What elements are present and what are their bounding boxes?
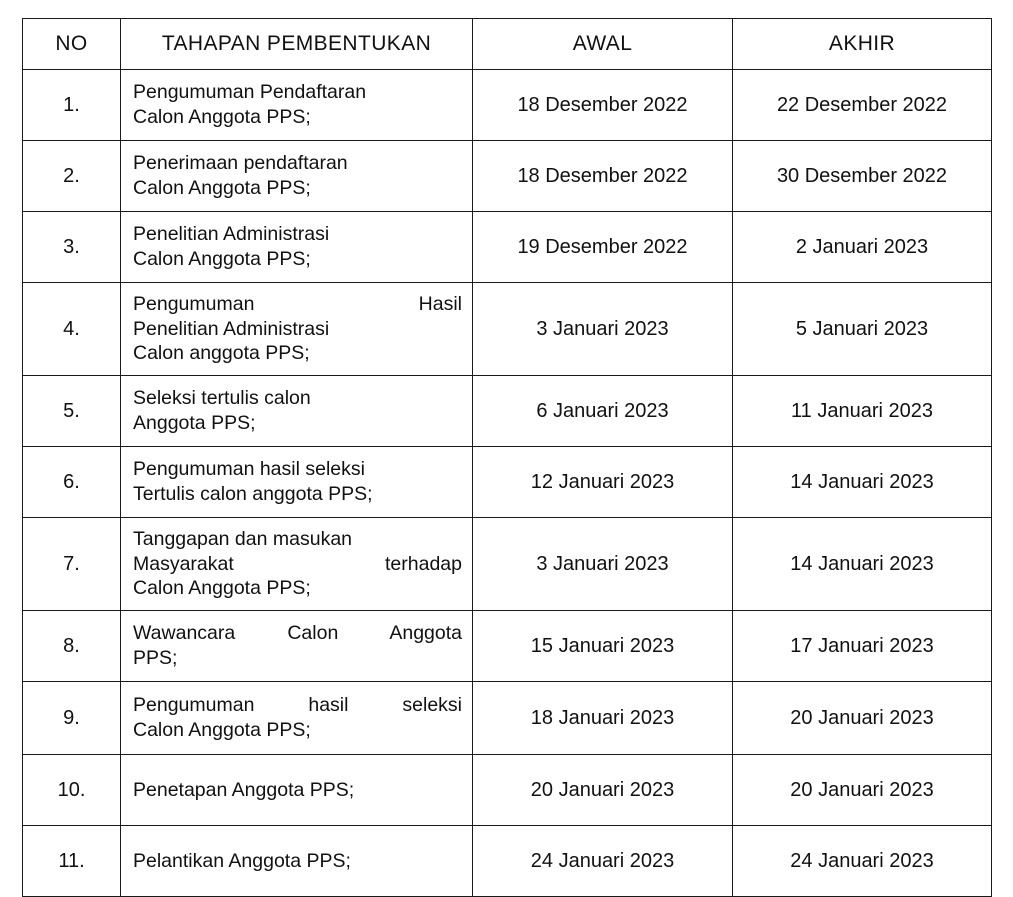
stage-line: Wawancara Calon Anggota [133,622,462,645]
table-row [23,376,992,447]
table-row [23,141,992,212]
cell-number: 4. [23,283,121,376]
cell-start-date: 6 Januari 2023 [473,376,733,447]
cell-stage [121,212,473,283]
cell-end-date: 30 Desember 2022 [733,141,992,212]
stage-line: Seleksi tertulis calon [133,387,311,410]
table-row [23,826,992,897]
cell-end-date: 5 Januari 2023 [733,283,992,376]
stage-line: Anggota PPS; [133,412,256,434]
cell-start-date: 24 Januari 2023 [473,826,733,897]
cell-number: 11. [23,826,121,897]
stage-line: Masyarakat terhadap [133,552,462,575]
stage-line: Pengumuman Hasil [133,293,462,316]
table-row [23,447,992,518]
cell-number: 6. [23,447,121,518]
cell-end-date: 14 Januari 2023 [733,447,992,518]
stage-line: Pengumuman Pendaftaran [133,81,367,104]
table-body [23,70,992,897]
cell-start-date: 3 Januari 2023 [473,283,733,376]
cell-number: 7. [23,518,121,611]
cell-end-date: 14 Januari 2023 [733,518,992,611]
table-row [23,682,992,755]
cell-end-date: 2 Januari 2023 [733,212,992,283]
table-row [23,518,992,611]
cell-start-date: 18 Januari 2023 [473,682,733,755]
cell-stage [121,447,473,518]
column-header-start: AWAL [473,19,733,70]
cell-stage [121,376,473,447]
cell-start-date: 18 Desember 2022 [473,141,733,212]
cell-number: 1. [23,70,121,141]
cell-end-date: 20 Januari 2023 [733,755,992,826]
column-header-end: AKHIR [733,19,992,70]
cell-stage [121,755,473,826]
stage-line: Pengumuman hasil seleksi [133,694,462,717]
table-row [23,70,992,141]
stage-line: Calon anggota PPS; [133,342,310,365]
stage-line: Tertulis calon anggota PPS; [133,483,373,505]
cell-stage [121,518,473,611]
table-row [23,755,992,826]
stage-line: Calon Anggota PPS; [133,177,311,199]
cell-number: 2. [23,141,121,212]
stage-line: Penetapan Anggota PPS; [133,778,355,801]
cell-number: 3. [23,212,121,283]
cell-number: 8. [23,611,121,682]
cell-end-date: 17 Januari 2023 [733,611,992,682]
stage-line: Calon Anggota PPS; [133,248,311,270]
cell-stage [121,611,473,682]
table-header [23,19,992,70]
cell-start-date: 19 Desember 2022 [473,212,733,283]
header-row [23,19,992,70]
cell-start-date: 15 Januari 2023 [473,611,733,682]
cell-end-date: 24 Januari 2023 [733,826,992,897]
stage-line: Calon Anggota PPS; [133,719,311,741]
cell-stage [121,283,473,376]
cell-number: 5. [23,376,121,447]
stage-line: Pelantikan Anggota PPS; [133,849,351,872]
stage-line: PPS; [133,647,178,669]
stage-line: Penelitian Administrasi [133,223,330,246]
cell-number: 9. [23,682,121,755]
stage-line: Calon Anggota PPS; [133,106,311,128]
cell-stage [121,70,473,141]
stage-line: Penerimaan pendaftaran [133,152,348,175]
cell-start-date: 3 Januari 2023 [473,518,733,611]
cell-stage [121,141,473,212]
stage-line: Calon Anggota PPS; [133,577,311,600]
cell-start-date: 18 Desember 2022 [473,70,733,141]
cell-end-date: 11 Januari 2023 [733,376,992,447]
column-header-no: NO [23,19,121,70]
stage-line: Penelitian Administrasi [133,317,330,340]
column-header-stage: TAHAPAN PEMBENTUKAN [121,19,473,70]
cell-stage [121,826,473,897]
cell-end-date: 20 Januari 2023 [733,682,992,755]
stage-line: Tanggapan dan masukan [133,528,353,551]
cell-start-date: 12 Januari 2023 [473,447,733,518]
table-row [23,283,992,376]
cell-start-date: 20 Januari 2023 [473,755,733,826]
stage-line: Pengumuman hasil seleksi [133,458,365,481]
schedule-table [22,18,992,897]
table-row [23,611,992,682]
table-row [23,212,992,283]
cell-stage [121,682,473,755]
cell-end-date: 22 Desember 2022 [733,70,992,141]
cell-number: 10. [23,755,121,826]
